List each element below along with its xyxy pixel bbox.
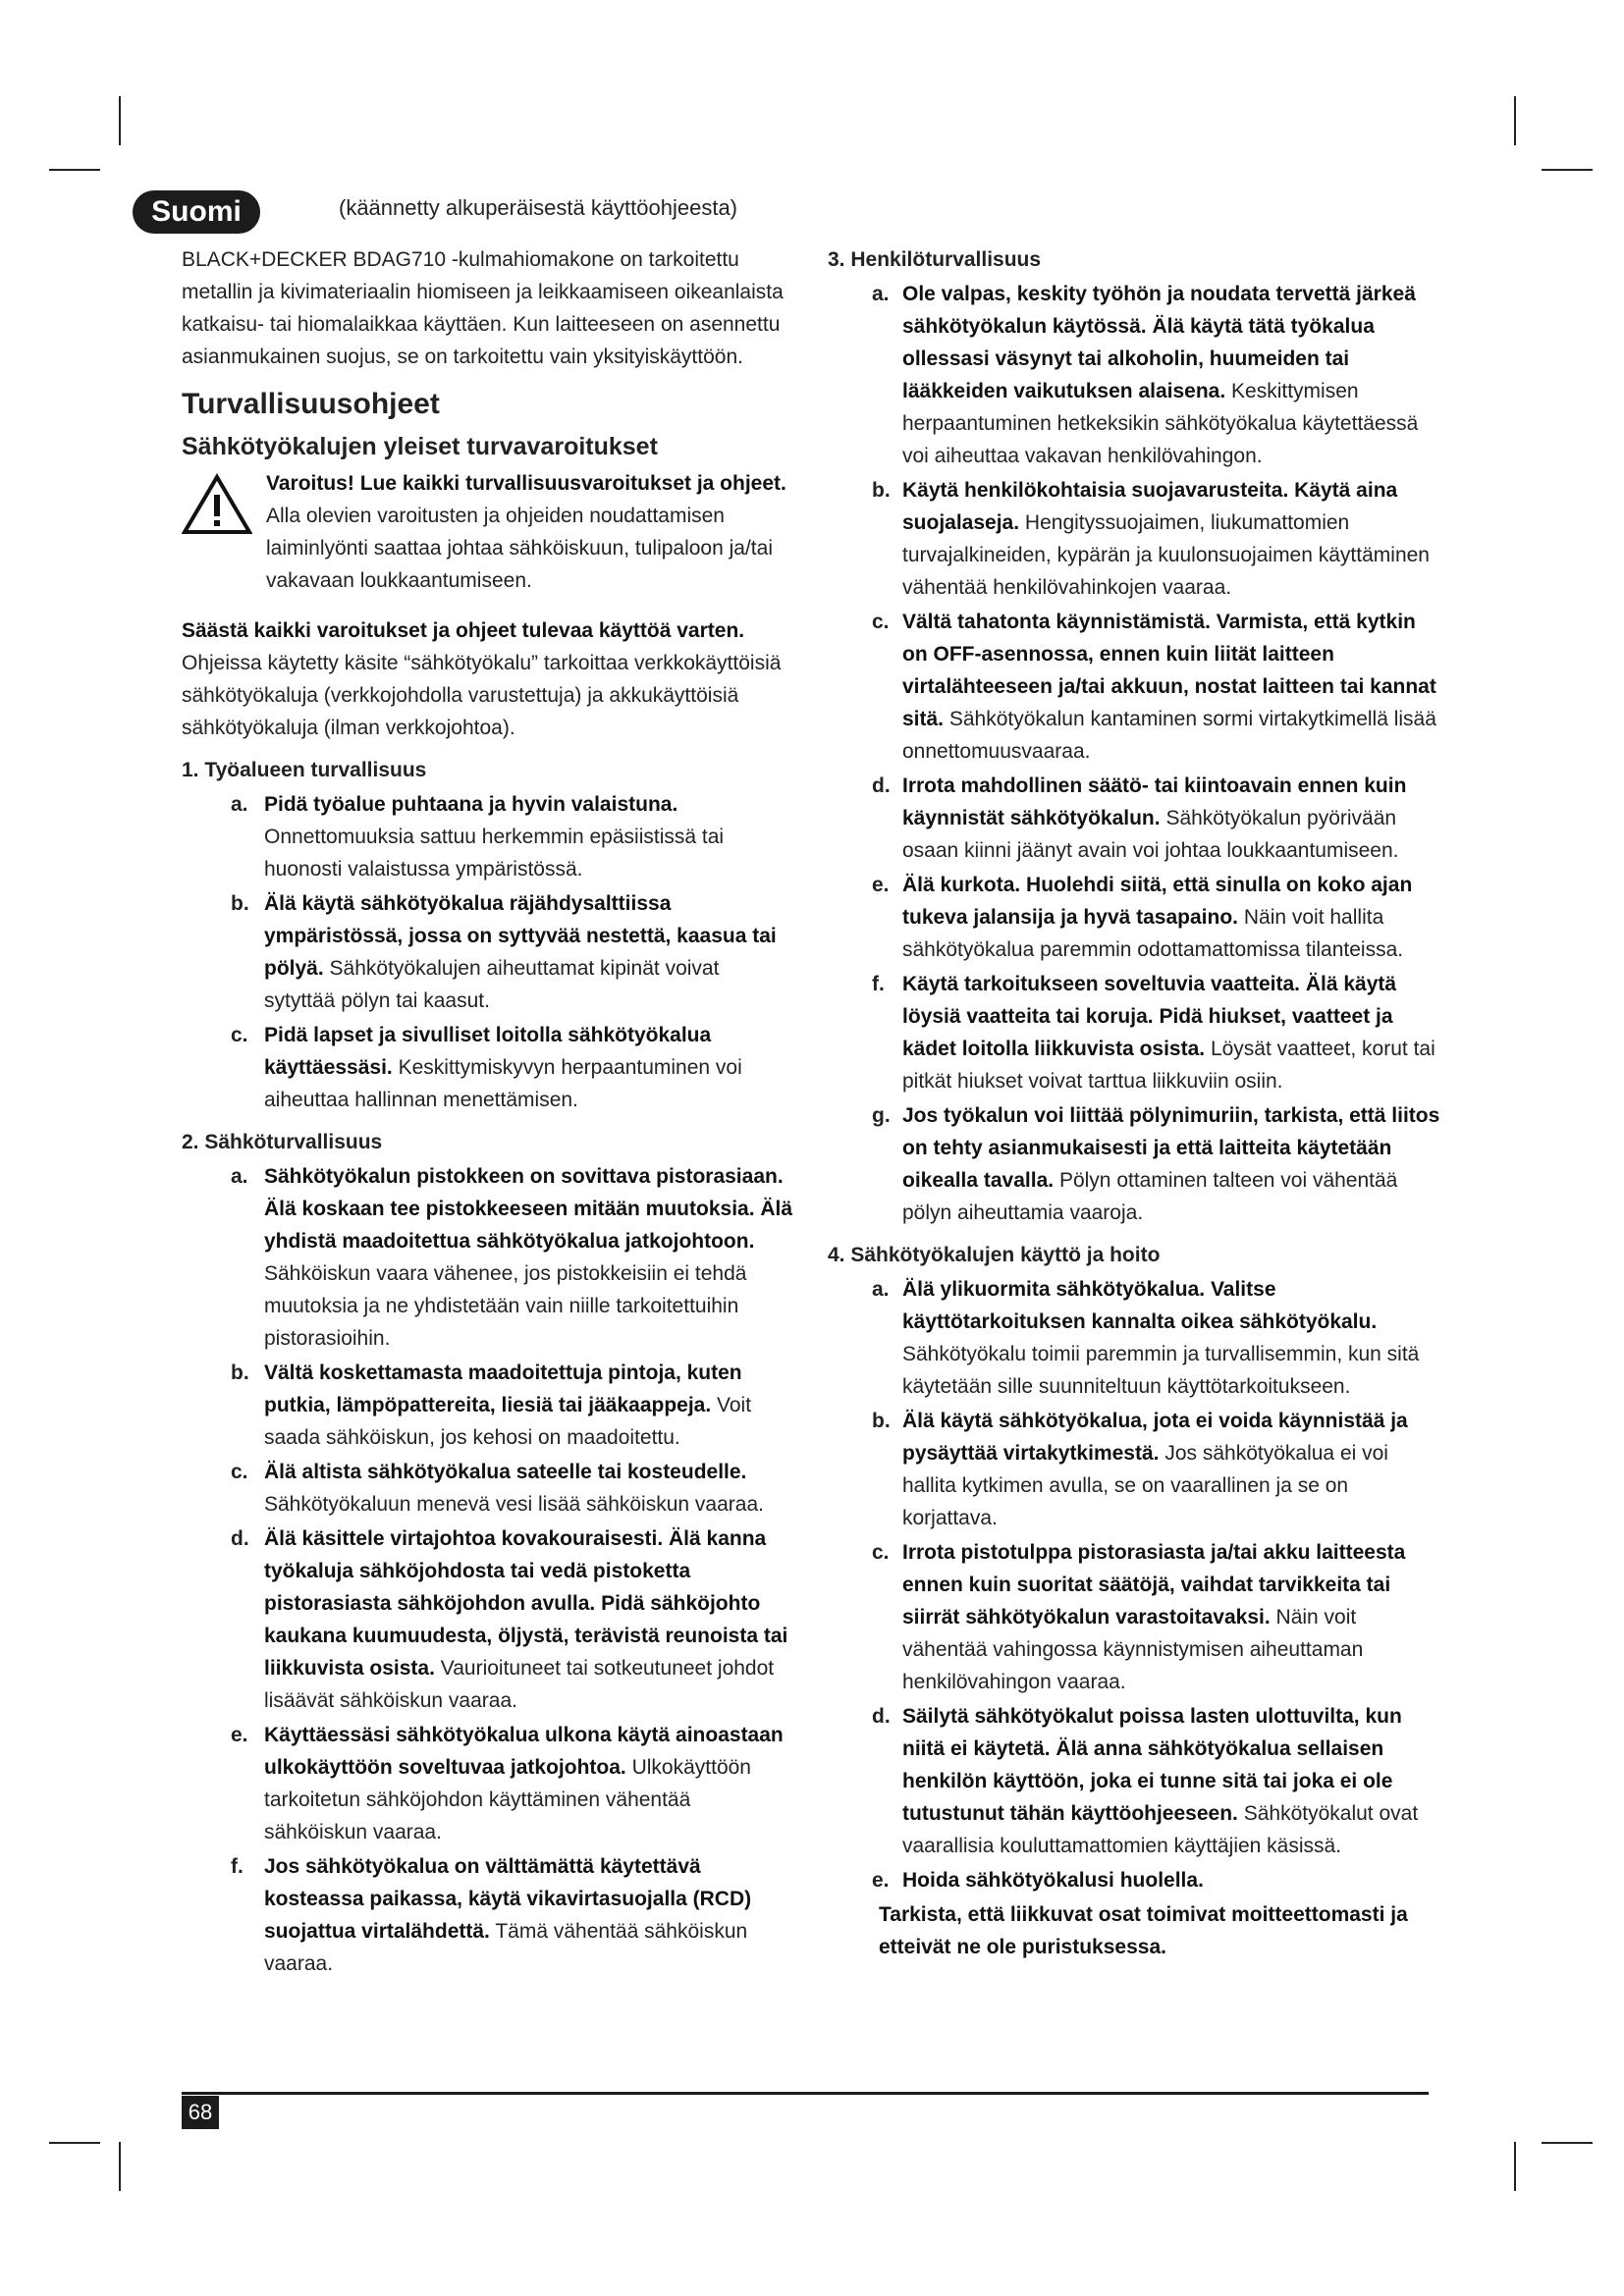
list-item xyxy=(828,1099,1441,1229)
language-badge: Suomi xyxy=(133,190,260,234)
save-note-body: Ohjeissa käytetty käsite “sähkötyökalu” tarkoittaa verkkokäyttöisiä sähkötyökaluja (verkkojohdolla varustettuja) ja akkukäyttöisiä sähkötyökaluja (ilman verkkojohtoa). xyxy=(182,652,782,739)
list-item xyxy=(828,968,1441,1097)
item-text: Pölyn ottaminen talteen voi vähentää pölyn aiheuttamia vaaroja. xyxy=(902,1169,1398,1224)
item-letter: c. xyxy=(231,1461,248,1483)
item-letter: a. xyxy=(872,1278,890,1301)
list-item xyxy=(182,1019,795,1116)
intro-paragraph: BLACK+DECKER BDAG710 -kulmahiomakone on tarkoitettu metallin ja kivimateriaalin hiomiseen ja leikkaamiseen oikeanlaista katkaisu- tai hiomalaikkaa käyttäen. Kun laitteeseen on asennettu asianmukainen suojus, se on tarkoitettu vain yksityiskäyttöön. xyxy=(182,248,784,368)
crop-mark xyxy=(119,96,121,145)
list-item xyxy=(828,1536,1441,1698)
list-item xyxy=(828,278,1441,472)
item-letter: e. xyxy=(231,1724,248,1746)
item-letter: f. xyxy=(231,1855,244,1878)
section-title: 4. Sähkötyökalujen käyttö ja hoito xyxy=(828,1244,1161,1266)
item-text: Hengityssuojaimen, liukumattomien turvajalkineiden, kypärän ja kuulonsuojaimen käyttäminen vähentää henkilövahinkojen vaaraa. xyxy=(902,511,1430,599)
item-letter: d. xyxy=(231,1527,249,1550)
list-item xyxy=(182,1850,795,1980)
item-letter: c. xyxy=(872,611,890,633)
item-bold: Pidä työalue puhtaana ja hyvin valaistuna. xyxy=(264,793,678,816)
warning-body: Alla olevien varoitusten ja ohjeiden noudattamisen laiminlyönti saattaa johtaa sähköiskuun, tulipaloon ja/tai vakavaan loukkaantumiseen. xyxy=(266,505,773,592)
item-bold: Käytä henkilökohtaisia suojavarusteita. Käytä aina suojalaseja. xyxy=(902,479,1398,534)
item-text: Voit saada sähköiskun, jos kehosi on maadoitettu. xyxy=(264,1394,752,1449)
item-letter: b. xyxy=(872,479,891,502)
left-column xyxy=(182,243,795,1982)
item-bold: Jos sähkötyökalua on välttämättä käytettävä kosteassa paikassa, käytä vikavirtasuojalla (RCD) suojattua virtalähdettä. xyxy=(264,1855,752,1943)
section-title: 1. Työalueen turvallisuus xyxy=(182,759,427,781)
item-text: Näin voit vähentää vahingossa käynnistymisen aiheuttaman henkilövahingon vaaraa. xyxy=(902,1606,1364,1693)
item-text: Sähkötyökalu toimii paremmin ja turvallisemmin, kun sitä käytetään sille suunniteltuun käyttötarkoitukseen. xyxy=(902,1343,1420,1398)
item-bold: Älä käytä sähkötyökalua räjähdysalttiissa ympäristössä, jossa on syttyvää nestettä, kaasua tai pölyä. xyxy=(264,892,777,980)
warning-block xyxy=(182,467,795,614)
item-text: Näin voit hallita sähkötyökalua paremmin odottamattomissa tilanteissa. xyxy=(902,906,1404,961)
item-letter: b. xyxy=(231,1362,249,1384)
item-bold: Käytä tarkoitukseen soveltuvia vaatteita. Älä käytä löysiä vaatteita tai koruja. Pidä hiukset, vaatteet ja kädet loitolla liikkuvista osista. xyxy=(902,973,1397,1060)
item-bold: Vältä tahatonta käynnistämistä. Varmista, että kytkin on OFF-asennossa, ennen kuin liität laitteen virtalähteeseen ja/tai akkuun, nostat laitteen tai kannat sitä. xyxy=(902,611,1436,730)
item-letter: b. xyxy=(231,892,249,915)
warning-text xyxy=(266,467,795,597)
warning-triangle-icon xyxy=(182,473,252,536)
item-bold: Älä käytä sähkötyökalua, jota ei voida käynnistää ja pysäyttää virtakytkimestä. xyxy=(902,1410,1408,1465)
item-text: Sähkötyökalun kantaminen sormi virtakytkimellä lisää onnettomuusvaaraa. xyxy=(902,708,1436,763)
item-letter: b. xyxy=(872,1410,891,1432)
list-item xyxy=(182,1719,795,1848)
item-text: Sähkötyökaluun menevä vesi lisää sähköiskun vaaraa. xyxy=(264,1493,764,1516)
item-text: Tämä vähentää sähköiskun vaaraa. xyxy=(264,1920,748,1975)
item-text: Keskittymiskyvyn herpaantuminen voi aiheuttaa hallinnan menettämisen. xyxy=(264,1056,742,1111)
crop-mark xyxy=(1542,169,1593,171)
item-letter: c. xyxy=(231,1024,248,1046)
item-bold: Älä altista sähkötyökalua sateelle tai kosteudelle. xyxy=(264,1461,747,1483)
item-text: Sähkötyökalut ovat vaarallisia kouluttamattomien käyttäjien käsissä. xyxy=(902,1802,1419,1857)
section-4 xyxy=(828,1239,1441,1963)
section-title: 2. Sähköturvallisuus xyxy=(182,1131,383,1153)
item-bold: Älä ylikuormita sähkötyökalua. Valitse käyttötarkoituksen kannalta oikea sähkötyökalu. xyxy=(902,1278,1378,1333)
item-bold: Hoida sähkötyökalusi huolella. xyxy=(902,1869,1204,1892)
list-item xyxy=(828,1864,1441,1896)
list-item xyxy=(828,1405,1441,1534)
save-note-bold: Säästä kaikki varoitukset ja ohjeet tulevaa käyttöä varten. xyxy=(182,619,745,642)
item-letter: g. xyxy=(872,1104,891,1127)
item-letter: a. xyxy=(231,1165,248,1188)
list-item xyxy=(828,1700,1441,1862)
crop-mark xyxy=(49,2142,100,2144)
list-item xyxy=(828,606,1441,768)
list-item xyxy=(828,869,1441,966)
item-text: Löysät vaatteet, korut tai pitkät hiukset voivat tarttua liikkuviin osiin. xyxy=(902,1038,1435,1093)
page-number: 68 xyxy=(182,2096,219,2129)
list-item xyxy=(828,1273,1441,1403)
crop-mark xyxy=(119,2142,121,2191)
crop-mark xyxy=(1542,2142,1593,2144)
item-text: Ulkokäyttöön tarkoitetun sähköjohdon käyttäminen vähentää sähköiskun vaaraa. xyxy=(264,1756,751,1843)
list-item xyxy=(182,1160,795,1355)
list-item xyxy=(182,1456,795,1521)
crop-mark xyxy=(1514,2142,1516,2191)
item-bold: Säilytä sähkötyökalut poissa lasten ulottuvilta, kun niitä ei käytetä. Älä anna sähkötyökalua sellaisen henkilön käyttöön, joka ei tunne sitä tai joka ei ole tutustunut tähän käyttöohjeeseen. xyxy=(902,1705,1402,1825)
safety-heading: Turvallisuusohjeet xyxy=(182,388,440,420)
item-text: Keskittymisen herpaantuminen hetkeksikin sähkötyökalua käytettäessä voi aiheuttaa vakavan henkilövahingon. xyxy=(902,380,1419,467)
item-letter: d. xyxy=(872,774,891,797)
crop-mark xyxy=(49,169,100,171)
general-warnings-heading: Sähkötyökalujen yleiset turvavaroitukset xyxy=(182,433,658,460)
item-text: Sähköiskun vaara vähenee, jos pistokkeisiin ei tehdä muutoksia ja ne yhdistetään vain niille tarkoitettuihin pistorasioihin. xyxy=(264,1262,747,1350)
item-letter: a. xyxy=(872,283,890,305)
list-item xyxy=(182,788,795,885)
item-letter: c. xyxy=(872,1541,890,1564)
item-bold: Käyttäessäsi sähkötyökalua ulkona käytä ainoastaan ulkokäyttöön soveltuvaa jatkojohtoa. xyxy=(264,1724,784,1779)
item-text: Sähkötyökalujen aiheuttamat kipinät voivat sytyttää pölyn tai kaasut. xyxy=(264,957,720,1012)
list-item xyxy=(828,474,1441,604)
item-bold: Jos työkalun voi liittää pölynimuriin, tarkista, että liitos on tehty asianmukaisesti ja että laitteita käytetään oikealla tavalla. xyxy=(902,1104,1440,1192)
item-bold: Pidä lapset ja sivulliset loitolla sähkötyökalua käyttäessäsi. xyxy=(264,1024,712,1079)
save-note xyxy=(182,614,795,744)
item-bold: Sähkötyökalun pistokkeen on sovittava pistorasiaan. Älä koskaan tee pistokkeeseen mitään muutoksia. Älä yhdistä maadoitettua sähkötyökalua jatkojohtoon. xyxy=(264,1165,793,1253)
translated-note: (käännetty alkuperäisestä käyttöohjeesta) xyxy=(339,195,738,220)
right-column xyxy=(828,243,1441,1963)
section-2 xyxy=(182,1126,795,1980)
list-item xyxy=(828,770,1441,867)
item-text: Jos sähkötyökalua ei voi hallita kytkimen avulla, se on vaarallinen ja se on korjattava. xyxy=(902,1442,1388,1529)
item-text: Onnettomuuksia sattuu herkemmin epäsiistissä tai huonosti valaistussa ympäristössä. xyxy=(264,826,725,881)
item-letter: d. xyxy=(872,1705,891,1728)
item-letter: e. xyxy=(872,1869,890,1892)
item-extra xyxy=(828,1898,1441,1963)
list-item xyxy=(182,887,795,1017)
item-bold: Irrota mahdollinen säätö- tai kiintoavain ennen kuin käynnistät sähkötyökalun. xyxy=(902,774,1407,829)
warning-bold: Varoitus! Lue kaikki turvallisuusvaroitukset ja ohjeet. xyxy=(266,472,786,495)
list-item xyxy=(182,1522,795,1717)
item-bold: Älä kurkota. Huolehdi siitä, että sinulla on koko ajan tukeva jalansija ja hyvä tasapaino. xyxy=(902,874,1413,929)
item-bold: Vältä koskettamasta maadoitettuja pintoja, kuten putkia, lämpöpattereita, liesiä tai jääkaappeja. xyxy=(264,1362,742,1416)
footer-rule xyxy=(182,2092,1429,2095)
item-letter: e. xyxy=(872,874,890,896)
section-3 xyxy=(828,243,1441,1229)
item-letter: f. xyxy=(872,973,885,995)
item-bold: Ole valpas, keskity työhön ja noudata tervettä järkeä sähkötyökalun käytössä. Älä käytä tätä työkalua ollessasi väsynyt tai alkoholin, huumeiden tai lääkkeiden vaikutuksen alaisena. xyxy=(902,283,1416,402)
section-1 xyxy=(182,754,795,1116)
item-letter: a. xyxy=(231,793,248,816)
item-text: Sähkötyökalun pyörivään osaan kiinni jäänyt avain voi johtaa loukkaantumiseen. xyxy=(902,807,1399,862)
list-item xyxy=(182,1357,795,1454)
item-bold: Älä käsittele virtajohtoa kovakouraisesti. Älä kanna työkaluja sähköjohdosta tai vedä pistoketta pistorasiasta sähköjohdon avulla. Pidä sähköjohto kaukana kuumuudesta, öljystä, terävistä reunoista tai liikkuvista osista. xyxy=(264,1527,788,1680)
section-title: 3. Henkilöturvallisuus xyxy=(828,248,1042,271)
crop-mark xyxy=(1514,96,1516,145)
item-bold: Irrota pistotulppa pistorasiasta ja/tai akku laitteesta ennen kuin suoritat säätöjä, vaihdat tarvikkeita tai siirrät sähkötyökalun varastoitavaksi. xyxy=(902,1541,1406,1629)
item-text: Vaurioituneet tai sotkeutuneet johdot lisäävät sähköiskun vaaraa. xyxy=(264,1657,775,1712)
item-extra-bold: Tarkista, että liikkuvat osat toimivat moitteettomasti ja etteivät ne ole puristuksessa. xyxy=(879,1903,1408,1958)
